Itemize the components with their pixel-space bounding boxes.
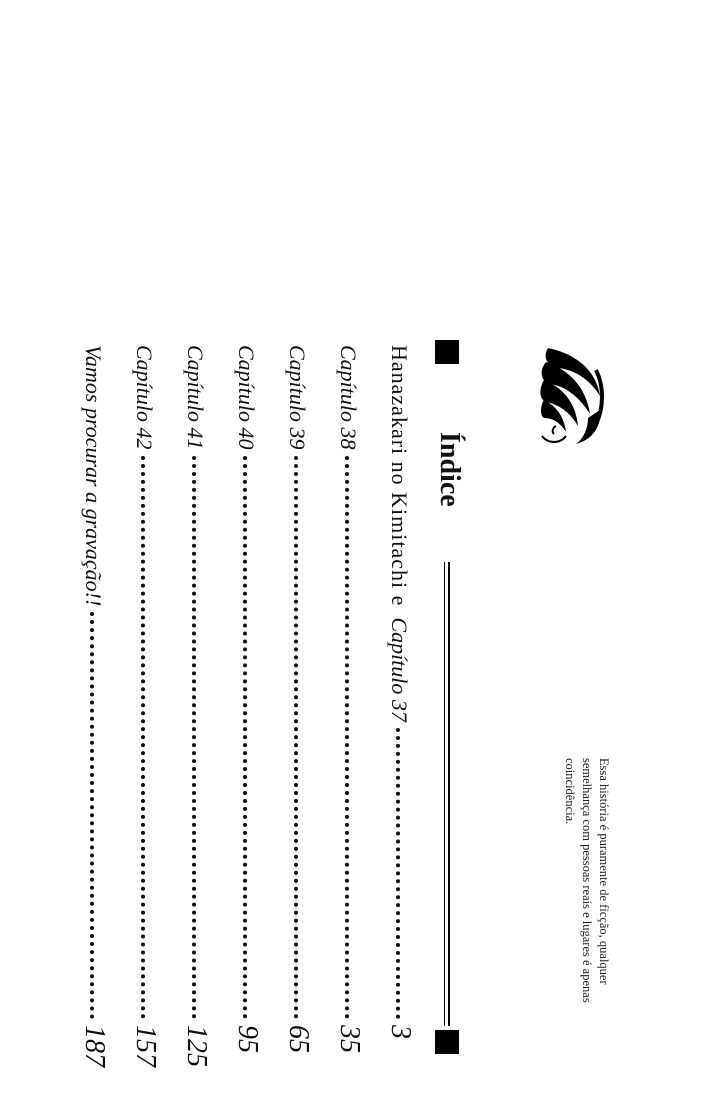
toc-entry-chapter: Vamos procurar a gravação!! xyxy=(81,345,106,607)
hair-swirl-logo-icon xyxy=(536,340,606,450)
toc-entry-chapter: Capítulo 40 xyxy=(234,345,259,450)
toc-entry-page: 187 xyxy=(79,1025,110,1067)
toc-entry xyxy=(314,345,365,1065)
toc-entry-chapter: Capítulo 41 xyxy=(183,345,208,450)
toc-entry-page: 125 xyxy=(181,1025,212,1067)
toc-leader-dots xyxy=(294,456,298,1019)
toc-title: Índice xyxy=(434,432,465,507)
toc-entry xyxy=(161,345,212,1065)
toc-entry xyxy=(110,345,161,1065)
toc-leader-dots xyxy=(243,456,247,1019)
header-rule-thin xyxy=(444,562,445,1026)
toc-entry-chapter: Capítulo 38 xyxy=(336,345,361,450)
toc-leader-dots xyxy=(141,456,145,1019)
toc-entry-chapter: Capítulo 37 xyxy=(387,617,412,722)
toc-list xyxy=(59,345,416,1065)
toc-entry-page: 65 xyxy=(283,1025,314,1053)
toc-entry-page: 95 xyxy=(232,1025,263,1053)
toc-entry-chapter: Capítulo 42 xyxy=(132,345,157,450)
toc-entry-label xyxy=(386,345,412,722)
toc-entry xyxy=(212,345,263,1065)
toc-entry-page: 3 xyxy=(385,1025,416,1039)
header-square-right xyxy=(435,1030,459,1054)
toc-entry-page: 35 xyxy=(334,1025,365,1053)
toc-leader-dots xyxy=(345,456,349,1019)
toc-entry xyxy=(365,345,416,1065)
toc-entry-page: 157 xyxy=(130,1025,161,1067)
toc-entry-chapter: Capítulo 39 xyxy=(285,345,310,450)
toc-header xyxy=(431,340,465,1060)
header-rule xyxy=(448,562,450,1026)
toc-entry-series-title: Hanazakari no Kimitachi e xyxy=(387,345,412,607)
header-square-left xyxy=(435,340,459,364)
disclaimer-text: Essa história é puramente de ficção, qualquer semelhança com pessoas reais e lugares é apenas coincidência. xyxy=(563,758,611,1003)
toc-leader-dots xyxy=(396,728,400,1019)
toc-entry xyxy=(59,345,110,1065)
toc-entry xyxy=(263,345,314,1065)
toc-leader-dots xyxy=(90,612,94,1019)
toc-leader-dots xyxy=(192,456,196,1019)
